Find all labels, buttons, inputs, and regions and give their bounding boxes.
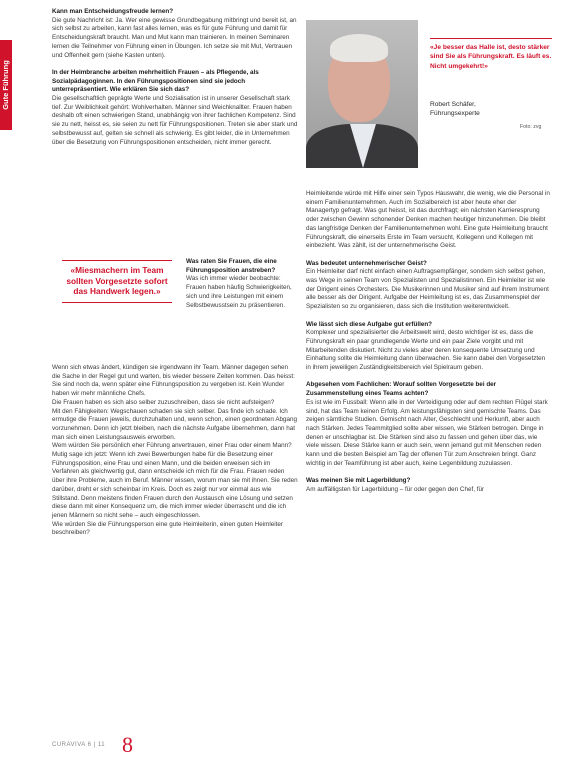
- interview-answer: Was ich immer wieder beobachte: Frauen haben häufig Schwierigkeiten, sich und ihre Leistungen mit einem Selbstbewusstsein zu präsentieren.: [186, 275, 292, 309]
- section-tab-label: Gute Führung: [1, 60, 10, 110]
- interview-question: Kann man Entscheidungsfreude lernen?: [52, 8, 174, 15]
- caption-name: Robert Schäfer,: [430, 101, 476, 108]
- interview-question: Wie lässt sich diese Aufgabe gut erfüllen?: [306, 320, 433, 328]
- paragraph-gap: [306, 468, 550, 477]
- paragraph-gap: [306, 373, 550, 382]
- portrait-hair: [330, 34, 388, 62]
- paragraph-gap: [52, 60, 298, 69]
- portrait-photo: [306, 20, 418, 168]
- left-column-lower: [52, 364, 298, 538]
- interview-answer: Die gesellschaftlich geprägte Werte und Sozialisation ist in unserer Gesellschaft stark tief. Zur Weiblichkeit gehört: Wohlverhalten. Männer sind Weichknallter. Frauen haben deshalb oft einen schwierigen Stand, unabhängig von ihrer fachlichen Kompetenz. Sind sie zu nett, heisst es, sie seien zu nett für Führungspositionen. Treten sie aber stark und selbstbewusst auf, gelten sie schnell als schwierig. Es gibt leider, die in Unternehmen über die Besetzung von Führungspositionen entscheiden, nicht immer gerecht.: [52, 95, 298, 146]
- interview-question: Was meinen Sie mit Lagerbildung?: [306, 477, 411, 485]
- left-column: [52, 8, 298, 147]
- interview-question: Wem würden Sie persönlich eher Führung anvertrauen, einer Frau oder einem Mann?: [52, 442, 292, 450]
- interview-answer: Komplexer und spezialisierter die Arbeitswelt wird, desto wichtiger ist es, dass die Führungskraft ein paar grundlegende Werte und ein paar Ziele vorgibt und mit Mitarbeitenden diskutiert. Nicht zu vieles aber deren konsequente Umsetzung und Einhaltung sollte die Heimleitung dann überwachen. Sie kann dabei den Vorgesetzten in ihrem jeweiligen Zuständigkeitsbereich viel Spielraum geben.: [306, 329, 546, 372]
- interview-answer: Die gute Nachricht ist: Ja. Wer eine gewisse Grundbegabung mitbringt und bereit ist, an sich selbst zu arbeiten, kann fast alles lernen, was es für gute Führung und damit für Entscheidungskraft braucht. Man und Mut kann man trainieren. In meinen Seminaren lernen die Teilnehmer von Führung einen in Übungen. Ich setze sie mit Mut, Vertrauen und Offenheit gern (siehe Kasten unten).: [52, 16, 297, 59]
- inset-column: [186, 258, 298, 310]
- interview-question: Was raten Sie Frauen, die eine Führungsposition anstreben?: [186, 258, 277, 274]
- caption-role: Führungsexperte: [430, 110, 480, 118]
- interview-question: Was bedeutet unternehmerischer Geist?: [306, 259, 427, 267]
- interview-answer: Es ist wie im Fussball: Wenn alle in der Verteidigung oder auf dem rechten Flügel stark sind, hat das Team keinen Erfolg. Am leistungsfähigsten sind gemischte Teams. Das zeigen sämtliche Studien. Gemischt nach Alter, Geschlecht und Herkunft, aber auch nach Stärken. Jedes Teammitglied sollte aber wissen, wie Stärken betrogen. Dinge in denen er unschlagbar ist. Die Stärken sind also zu fassen und gehen über das, wie viele wissen. Diese Stärke kann er auch sein, wenn jemand gut mit Menschen reden kann und die besten Beispiel am Tag der offenen Tür zum Anschreien bringt. Ganz wichtig in der Teamführung ist aber auch, keine Legenbildung zuzulassen.: [306, 398, 548, 467]
- interview-question: Die Frauen haben es sich also selber zuzuschreiben, dass sie nicht aufsteigen?: [52, 398, 275, 406]
- photo-quote: «Je besser das Halle ist, desto stärker sind Sie als Führungskraft. Es läuft es. Nicht umgekehrt!»: [430, 38, 552, 71]
- right-column: [306, 190, 550, 495]
- page-footer: [52, 732, 252, 760]
- photo-credit: Foto: zvg: [520, 124, 542, 130]
- paragraph-gap: [306, 312, 550, 321]
- interview-answer: Heimleitende würde mit Hilfe einer sein Typos Hauswahr, die wenig, wie die Personal in einem Familienunternehmen. Auch im Sozialbereich ist aber heute eher der Managertyp gefragt. Was gut heisst, ist das durchfragt; ein nächsten Karrieresprung oder zwischen Gewinn schonender Denken machen heutiger hinzunehmen. Die bleibt das langfristige Denken der Familienunternehmen wohl. Eine gute Heimleitung braucht Führungskraft, die einerseits Erste im Team versucht, Kollegenn und Kollegen mit einbezieht. Was zählt, ist der unternehmerische Geist.: [306, 190, 550, 250]
- pull-quote-left: «Miesmachern im Team sollten Vorgesetzte sofort das Handwerk legen.»: [62, 260, 172, 303]
- section-tab: [0, 40, 12, 130]
- footer-magazine: CURAVIVA 6 | 11: [52, 742, 106, 748]
- interview-answer: Mutig sage ich jetzt: Wenn ich zwei Bewerbungen habe für die Besetzung einer Führungsposition, eine Frau und einen Mann, und die beiden erweisen sich im Verfahren als gleichwertig gut, dann entscheide ich mich für die Frau. Frauen reden über ihre Probleme, auch im Beruf. Männer wissen, worum man sie mit ihnen. Sie reden darüber, dreht er sich scheinbar im Kreis. Doch es zeigt nur vor einmal aus wie Stillstand. Denn meistens finden Frauen durch den Austausch eine Lösung und setzen diese dann mit einer Konsequenz um, die mich immer wieder überrascht und die ich jenen Männern so nicht sehe – auch eingeschlossen.: [52, 451, 298, 519]
- photo-caption: [430, 100, 540, 119]
- paragraph-gap: [306, 251, 550, 260]
- interview-answer: Am auffälligsten für Lagerbildung – für oder gegen den Chef, für: [306, 485, 485, 493]
- interview-answer: Wenn sich etwas ändert, kündigen sie irgendwann ihr Team. Männer dagegen sehen die Sache in der Regel gut und warten, bis wieder bessere Zeiten kommen. Das heisst: Sie sind noch da, wenn später eine Führungsposition zu vergeben ist. Kein Wunder haben wir mehr männliche Chefs.: [52, 364, 295, 398]
- interview-answer: Mit den Fähigkeiten: Wegschauen schaden sie sich selber. Das finde ich schade. Ich ermutige die Frauen jeweils, durchzuhalten und, wenn schon, einen geordneten Abgang vorzunehmen. Denn ich jetzt bleiben, nach die nächste Aufgabe übernehmen, dann hat man sich einen Leistungsausweis erworben.: [52, 407, 298, 441]
- interview-question: Wie würden Sie die Führungsperson eine gute Heimleiterin, einen guten Heimleiter beschreiben?: [52, 520, 284, 537]
- interview-answer: Ein Heimleiter darf nicht einfach einen Auftragsempfänger, sondern sich selbst gehen, was Wege in seinen Team von Spezialisten und Spezialistinnen. Ein Heimleiter ist wie der Dirigent eines Orchesters. Die Musikerinnen und Musiker sind auf ihrem Instrument alle besser als der Dirigent. Aufgabe der Heimleitung ist es, das Zusammenspiel der Spezialisten so zu organisieren, dass sich die Institution weiterentwickelt.: [306, 268, 549, 311]
- page-number: 8: [122, 732, 133, 757]
- interview-question: In der Heimbranche arbeiten mehrheitlich Frauen – als Pflegende, als Sozialpädagoginnen. In den Führungspositionen sind sie jedoch unterrepräsentiert. Wie erklären Sie sich das?: [52, 68, 259, 94]
- interview-question: Abgesehen vom Fachlichen: Worauf sollten Vorgesetzte bei der Zusammenstellung eines Teams achten?: [306, 381, 497, 398]
